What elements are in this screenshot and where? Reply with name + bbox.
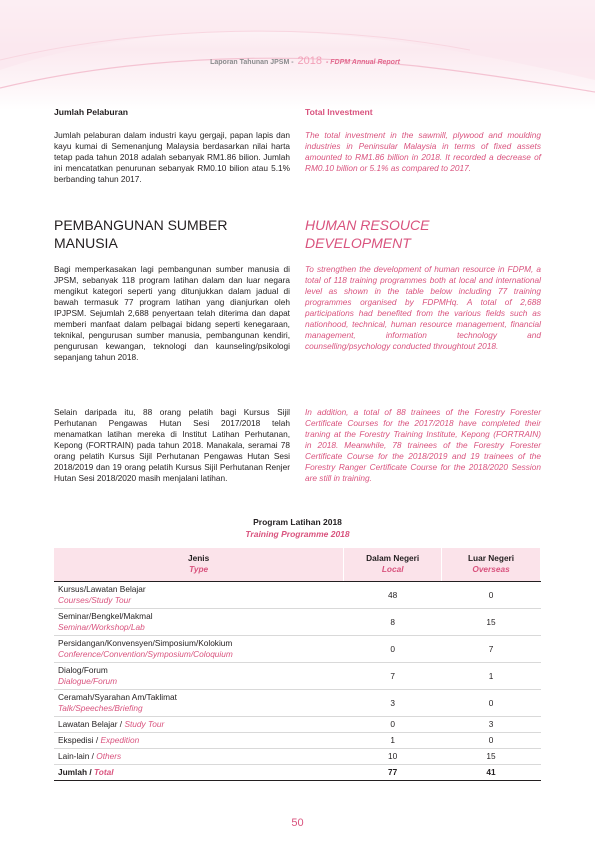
investment-heading-en: Total Investment bbox=[305, 107, 373, 117]
hr-heading-en-line2: DEVELOPMENT bbox=[305, 235, 411, 251]
hr-para2-en: In addition, a total of 88 trainees of the Forestry Forester Certificate Courses for the 2017/2018 have completed their traning at the Forestry Training Institute, Kepong (FORTRAIN) in 2018. Meanwhile, 78 trainees of the Forestry Forester Certificate Course for the 2018/2019 and 19 trainees of the Forestry Ranger Certificate Course for the 2018/2020 Session are still in training. bbox=[305, 407, 541, 483]
row-overseas: 3 bbox=[442, 717, 541, 733]
col-type-en: Type bbox=[189, 564, 209, 574]
row-type-en: Talk/Speeches/Briefing bbox=[58, 703, 143, 713]
row-type-ms: Ceramah/Syarahan Am/Taklimat bbox=[58, 692, 177, 702]
header-title-ms: Laporan Tahunan JPSM - bbox=[210, 59, 294, 66]
row-local: 48 bbox=[344, 582, 442, 609]
header-year: 2018 bbox=[297, 55, 323, 67]
col-local-ms: Dalam Negeri bbox=[366, 553, 420, 563]
row-overseas: 0 bbox=[442, 690, 541, 717]
row-local: 8 bbox=[344, 609, 442, 636]
hr-heading-ms-line2: MANUSIA bbox=[54, 235, 118, 251]
row-type-en: Study Tour bbox=[124, 719, 165, 729]
table-row bbox=[54, 663, 541, 690]
row-type-en: Dialogue/Forum bbox=[58, 676, 118, 686]
investment-heading-ms: Jumlah Pelaburan bbox=[54, 107, 129, 117]
col-local-header bbox=[344, 548, 442, 582]
total-overseas: 41 bbox=[442, 765, 541, 781]
row-local: 0 bbox=[344, 717, 442, 733]
row-overseas: 7 bbox=[442, 636, 541, 663]
col-overseas-en: Overseas bbox=[472, 564, 510, 574]
row-overseas: 15 bbox=[442, 609, 541, 636]
col-overseas-ms: Luar Negeri bbox=[467, 553, 515, 563]
investment-body-ms: Jumlah pelaburan dalam industri kayu gergaji, papan lapis dan kayu kumai di Semenanjung Malaysia berdasarkan nilai harta tetap pada tahun 2018 adalah sebanyak RM1.86 bilion. Jumlah ini mencatatkan penurunan sebanyak RM0.10 bilion atau 5.1% berbanding tahun 2017. bbox=[54, 130, 290, 184]
table-row bbox=[54, 749, 541, 765]
row-type-ms: Ekspedisi / bbox=[58, 735, 99, 745]
row-type-ms: Seminar/Bengkel/Makmal bbox=[58, 611, 153, 621]
row-overseas: 0 bbox=[442, 733, 541, 749]
hr-para1-en: To strengthen the development of human resource in FDPM, a total of 118 training programmes both at local and international level as shown in the table below including 77 training programmes organised by FDPMHq. A total of 2,688 participations had benefited from the various fields such as nationhood, technical, human resource management, financial management, information technology and counselling/psychology conducted throughtout 2018. bbox=[305, 264, 541, 351]
row-local: 7 bbox=[344, 663, 442, 690]
total-local: 77 bbox=[344, 765, 442, 781]
table-row bbox=[54, 690, 541, 717]
table-title-en: Training Programme 2018 bbox=[245, 529, 350, 539]
hr-para2-ms: Selain daripada itu, 88 orang pelatih bagi Kursus Sijil Perhutanan Pengawas Hutan Sesi 2017/2018 telah menamatkan latihan mereka di Institut Latihan Perhutanan, Kepong (FORTRAIN) pada tahun 2018. Manakala, seramai 78 orang pelatih Kursus Sijil Perhutanan Pengawas Hutan Sesi 2018/2019 dan 19 orang pelatih Kursus Sijil Perhutanan Renjer Hutan Sesi 2018/2020 masih menjalani latihan. bbox=[54, 407, 290, 483]
col-type-header bbox=[54, 548, 344, 582]
row-type-en: Conference/Convention/Symposium/Coloquium bbox=[58, 649, 233, 659]
table-header-row bbox=[54, 548, 541, 582]
row-overseas: 1 bbox=[442, 663, 541, 690]
row-local: 0 bbox=[344, 636, 442, 663]
col-local-en: Local bbox=[381, 564, 404, 574]
row-type-ms: Kursus/Lawatan Belajar bbox=[58, 584, 146, 594]
row-overseas: 15 bbox=[442, 749, 541, 765]
row-local: 3 bbox=[344, 690, 442, 717]
hr-heading-en-line1: HUMAN RESOUCE bbox=[305, 217, 430, 233]
row-type-en: Seminar/Workshop/Lab bbox=[58, 622, 145, 632]
table-row bbox=[54, 582, 541, 609]
header-title-en: - FDPM Annual Report bbox=[325, 59, 400, 66]
hr-para1-ms: Bagi memperkasakan lagi pembangunan sumber manusia di JPSM, sebanyak 118 program latihan dalam dan luar negara mengikut kategori seperti yang ditunjukkan dalam jadual di bawah termasuk 77 program latihan yang dianjurkan oleh IPJPSM. Sejumlah 2,688 penyertaan telah diterima dan dapat memberi manfaat dalam pelbagai bidang seperti kenegaraan, teknikal, pengurusan sumber manusia, pembangunan kendiri, pengurusan kewangan, teknologi dan kaunseling/psikologi sepanjang tahun 2018. bbox=[54, 264, 290, 362]
row-local: 10 bbox=[344, 749, 442, 765]
table-row bbox=[54, 636, 541, 663]
total-label-ms: Jumlah / bbox=[58, 767, 92, 777]
page-number: 50 bbox=[291, 817, 304, 829]
header-banner bbox=[0, 0, 595, 110]
table-row bbox=[54, 717, 541, 733]
col-type-ms: Jenis bbox=[188, 553, 210, 563]
col-overseas-header bbox=[442, 548, 541, 582]
row-overseas: 0 bbox=[442, 582, 541, 609]
row-local: 1 bbox=[344, 733, 442, 749]
table-row bbox=[54, 733, 541, 749]
row-type-ms: Lain-lain / bbox=[58, 751, 94, 761]
investment-body-en: The total investment in the sawmill, plywood and moulding industries in Peninsular Malaysia in terms of fixed assets amounted to RM1.86 billion in 2018. It recorded a decrease of RM0.10 billion or 5.1% as compared to 2017. bbox=[305, 130, 541, 173]
hr-heading-en bbox=[305, 216, 541, 252]
row-type-en: Others bbox=[96, 751, 122, 761]
total-label-en: Total bbox=[93, 767, 114, 777]
running-header bbox=[210, 55, 400, 67]
hr-heading-ms-line1: PEMBANGUNAN SUMBER bbox=[54, 217, 228, 233]
table-title-ms: Program Latihan 2018 bbox=[253, 517, 342, 527]
hr-heading-ms bbox=[54, 216, 290, 252]
row-type-ms: Lawatan Belajar / bbox=[58, 719, 123, 729]
table-total-row bbox=[54, 765, 541, 781]
training-table bbox=[54, 548, 541, 781]
row-type-ms: Persidangan/Konvensyen/Simposium/Kolokium bbox=[58, 638, 233, 648]
table-row bbox=[54, 609, 541, 636]
row-type-en: Expedition bbox=[100, 735, 140, 745]
row-type-en: Courses/Study Tour bbox=[58, 595, 132, 605]
row-type-ms: Dialog/Forum bbox=[58, 665, 108, 675]
